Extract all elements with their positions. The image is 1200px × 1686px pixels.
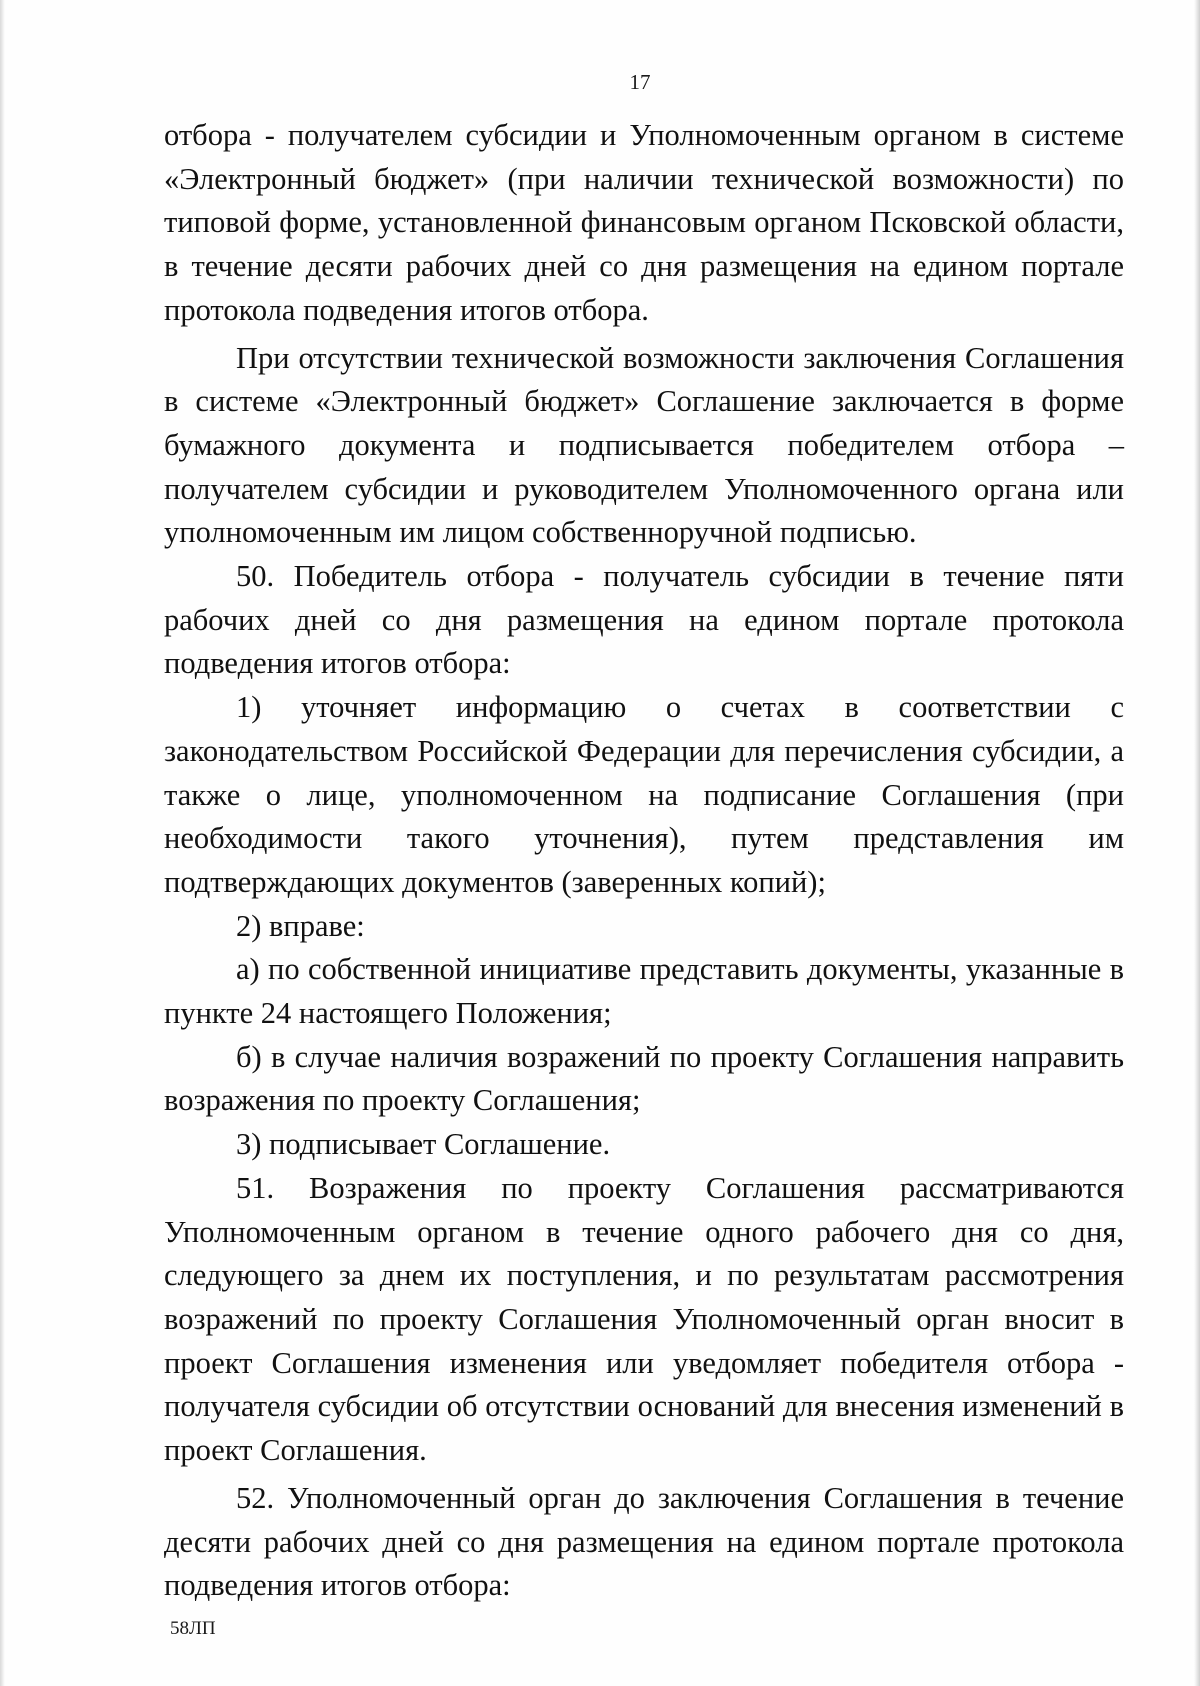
scan-edge-left xyxy=(0,0,5,1686)
scan-edge-right xyxy=(1194,0,1200,1686)
paragraph-subitem-3: 3) подписывает Соглашение. xyxy=(236,1127,611,1162)
paragraph-item-52: 52. Уполномоченный орган до заключения Соглашения в течение десяти рабочих дней со дня размещения на едином портале протокола подведения итогов отбора: xyxy=(164,1480,1124,1603)
paragraph-subitem-2: 2) вправе: xyxy=(236,908,365,943)
page-number: 17 xyxy=(629,70,651,94)
paragraph-subitem-b: б) в случае наличия возражений по проекту Соглашения направить возражения по проекту Соглашения; xyxy=(164,1039,1124,1118)
document-body xyxy=(164,114,1124,1608)
paragraph-item-50: 50. Победитель отбора - получатель субсидии в течение пяти рабочих дней со дня размещения на едином портале протокола подведения итогов отбора: xyxy=(164,559,1124,681)
paragraph-subitem-a: а) по собственной инициативе представить документы, указанные в пункте 24 настоящего Положения; xyxy=(164,952,1124,1031)
paragraph-subitem-1: 1) уточняет информацию о счетах в соответствии с законодательством Российской Федерации для перечисления субсидии, а также о лице, уполномоченном на подписание Соглашения (при необходимости такого уточнения), путем представления им подтверждающих документов (заверенных копий); xyxy=(164,690,1124,899)
paragraph-continuation: отбора - получателем субсидии и Уполномоченным органом в системе «Электронный бюджет» (при наличии технической возможности) по типовой форме, установленной финансовым органом Псковской области, в течение десяти рабочих дней со дня размещения на едином портале протокола подведения итогов отбора. xyxy=(164,118,1124,327)
paragraph-item-51: 51. Возражения по проекту Соглашения рассматриваются Уполномоченным органом в течение одного рабочего дня со дня, следующего за днем их поступления, и по результатам рассмотрения возражений по проекту Соглашения Уполномоченный орган вносит в проект Соглашения изменения или уведомляет победителя отбора - получателя субсидии об отсутствии оснований для внесения изменений в проект Соглашения. xyxy=(164,1170,1124,1468)
document-code: 58ЛП xyxy=(170,1618,216,1639)
paragraph-no-technical-possibility: При отсутствии технической возможности заключения Соглашения в системе «Электронный бюджет» Соглашение заключается в форме бумажного документа и подписывается победителем отбора – получателем субсидии и руководителем Уполномоченного органа или уполномоченным им лицом собственноручной подписью. xyxy=(164,340,1124,550)
